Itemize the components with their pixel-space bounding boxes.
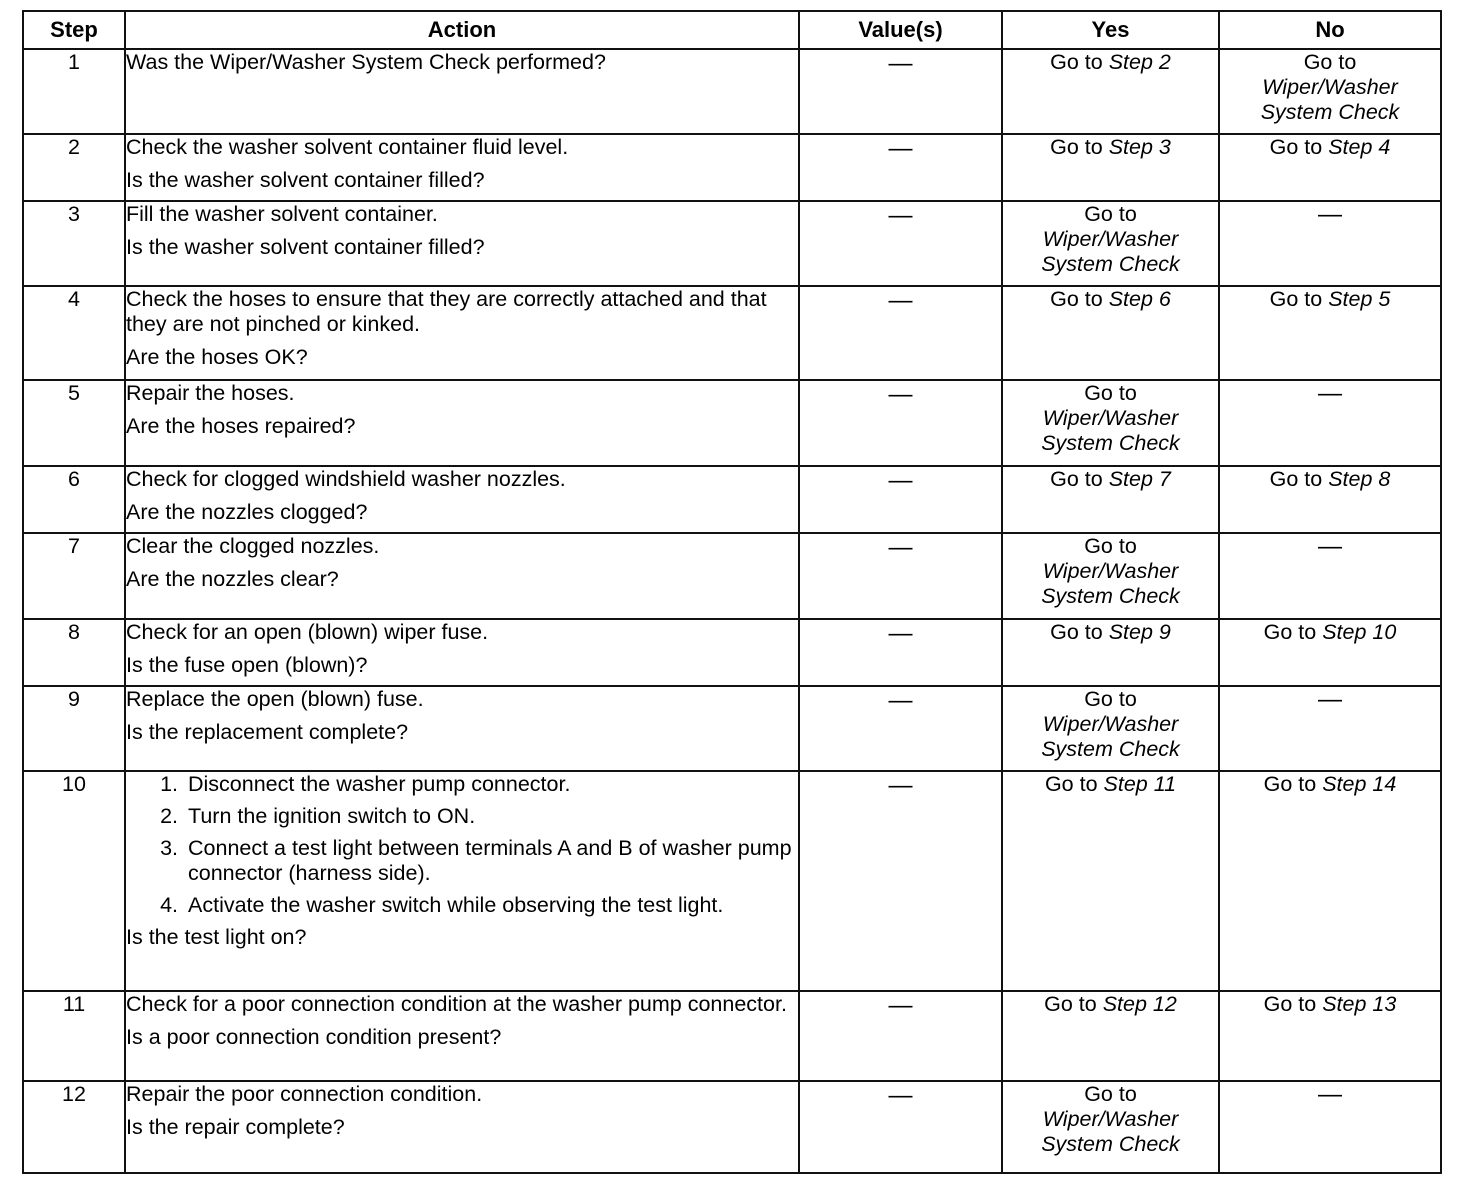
yes-cell-target-line2: System Check xyxy=(1041,251,1180,276)
action-cell xyxy=(125,134,799,201)
action-text: Replace the open (blown) fuse. xyxy=(126,686,424,711)
no-cell-target: Step 10 xyxy=(1322,619,1397,644)
no-cell-dash: — xyxy=(1318,200,1342,228)
action-question: Is the repair complete? xyxy=(126,1115,345,1140)
step-number: 6 xyxy=(23,466,125,533)
action-question: Are the hoses OK? xyxy=(126,345,308,370)
no-cell-prefix: Go to xyxy=(1263,619,1323,644)
action-text: Repair the hoses. xyxy=(126,381,295,406)
action-question: Are the nozzles clear? xyxy=(126,566,339,591)
no-cell-prefix: Go to xyxy=(1263,772,1323,797)
table-row xyxy=(23,1081,1441,1173)
value-cell: — xyxy=(799,466,1002,533)
yes-cell xyxy=(1002,686,1219,772)
yes-cell-prefix: Go to xyxy=(1044,772,1104,797)
yes-cell xyxy=(1002,533,1219,619)
no-cell xyxy=(1219,991,1441,1082)
action-text: Repair the poor connection condition. xyxy=(126,1082,483,1107)
procedure-step: 2. Turn the ignition switch to ON. xyxy=(184,804,798,829)
action-text: Is the test light on? xyxy=(126,925,307,950)
table-row xyxy=(23,991,1441,1082)
action-text: Check for an open (blown) wiper fuse. xyxy=(126,619,489,644)
yes-cell-target: Step 9 xyxy=(1108,619,1171,644)
action-cell xyxy=(125,686,799,772)
no-cell xyxy=(1219,466,1441,533)
value-cell: — xyxy=(799,201,1002,287)
step-number: 11 xyxy=(23,991,125,1082)
yes-cell xyxy=(1002,134,1219,201)
action-cell xyxy=(125,619,799,686)
action-cell xyxy=(125,991,799,1082)
table-row xyxy=(23,771,1441,990)
no-cell-target-line2: System Check xyxy=(1260,100,1400,124)
header-row xyxy=(23,11,1441,49)
yes-cell-target: Step 2 xyxy=(1108,50,1171,74)
no-cell xyxy=(1219,134,1441,201)
no-cell xyxy=(1219,201,1441,287)
action-text: Check for clogged windshield washer nozzles. xyxy=(126,466,566,491)
no-cell-prefix: Go to xyxy=(1263,991,1323,1016)
procedure-step: 1. Disconnect the washer pump connector. xyxy=(184,772,798,797)
value-cell: — xyxy=(799,991,1002,1082)
yes-cell-target-line2: System Check xyxy=(1041,1132,1180,1157)
value-cell: — xyxy=(799,619,1002,686)
action-cell xyxy=(125,1081,799,1173)
yes-cell-target-line1: Wiper/Washer xyxy=(1042,406,1179,431)
step-number: 9 xyxy=(23,686,125,772)
yes-cell-target: Step 7 xyxy=(1108,466,1171,491)
table-row xyxy=(23,49,1441,134)
yes-cell-prefix: Go to xyxy=(1084,201,1137,226)
step-number: 4 xyxy=(23,286,125,380)
table-body xyxy=(23,49,1441,1173)
no-cell-dash: — xyxy=(1318,532,1342,560)
yes-cell-target: Step 12 xyxy=(1102,991,1177,1016)
no-cell xyxy=(1219,533,1441,619)
yes-cell-target: Step 3 xyxy=(1108,134,1171,159)
action-cell xyxy=(125,201,799,287)
action-cell xyxy=(125,533,799,619)
yes-cell-prefix: Go to xyxy=(1050,50,1109,74)
no-cell-prefix: Go to xyxy=(1269,466,1329,491)
value-cell: — xyxy=(799,134,1002,201)
yes-cell-target-line2: System Check xyxy=(1041,583,1180,608)
action-cell xyxy=(125,771,799,990)
action-text: Check the hoses to ensure that they are correctly attached and that they are not pinched or kinked. xyxy=(126,287,767,337)
yes-cell-prefix: Go to xyxy=(1084,533,1137,558)
value-cell: — xyxy=(799,380,1002,466)
yes-cell xyxy=(1002,991,1219,1082)
action-question: Are the nozzles clogged? xyxy=(126,499,368,524)
no-cell xyxy=(1219,1081,1441,1173)
no-cell-dash: — xyxy=(1318,1081,1342,1109)
step-number: 3 xyxy=(23,201,125,287)
yes-cell-prefix: Go to xyxy=(1050,619,1109,644)
yes-cell xyxy=(1002,466,1219,533)
action-text: Check the washer solvent container fluid level. xyxy=(126,134,569,159)
yes-cell xyxy=(1002,771,1219,990)
action-text: Check for a poor connection condition at the washer pump connector. xyxy=(126,991,787,1016)
header-action: Action xyxy=(125,11,799,49)
no-cell xyxy=(1219,380,1441,466)
no-cell-prefix: Go to xyxy=(1303,50,1357,74)
action-cell xyxy=(125,286,799,380)
action-question: Is the washer solvent container filled? xyxy=(126,167,485,192)
no-cell-dash: — xyxy=(1318,380,1342,408)
no-cell-target: Step 8 xyxy=(1328,466,1391,491)
no-cell-prefix: Go to xyxy=(1269,134,1329,159)
yes-cell xyxy=(1002,286,1219,380)
action-cell xyxy=(125,49,799,134)
yes-cell xyxy=(1002,380,1219,466)
yes-cell-target-line1: Wiper/Washer xyxy=(1042,1107,1179,1132)
header-no: No xyxy=(1219,11,1441,49)
yes-cell-prefix: Go to xyxy=(1084,686,1137,711)
procedure-step: 3. Connect a test light between terminals A and B of washer pump connector (harness side). xyxy=(184,836,798,886)
diagnostic-table xyxy=(22,10,1442,1174)
header-step: Step xyxy=(23,11,125,49)
action-text: Clear the clogged nozzles. xyxy=(126,533,380,558)
action-question: Are the hoses repaired? xyxy=(126,414,356,439)
no-cell-target-line1: Wiper/Washer xyxy=(1262,75,1398,99)
action-cell xyxy=(125,466,799,533)
action-question: Is the fuse open (blown)? xyxy=(126,652,368,677)
yes-cell-prefix: Go to xyxy=(1044,991,1103,1016)
yes-cell xyxy=(1002,49,1219,134)
table-row xyxy=(23,686,1441,772)
value-cell: — xyxy=(799,1081,1002,1173)
yes-cell-target: Step 6 xyxy=(1108,287,1171,312)
step-number: 1 xyxy=(23,49,125,134)
yes-cell-target-line1: Wiper/Washer xyxy=(1042,226,1179,251)
no-cell-prefix: Go to xyxy=(1269,287,1329,312)
no-cell xyxy=(1219,771,1441,990)
table-row xyxy=(23,466,1441,533)
header-values: Value(s) xyxy=(799,11,1002,49)
no-cell-target: Step 14 xyxy=(1322,772,1397,797)
step-number: 10 xyxy=(23,771,125,990)
action-question: Is the washer solvent container filled? xyxy=(126,234,485,259)
value-cell: — xyxy=(799,533,1002,619)
no-cell xyxy=(1219,286,1441,380)
table-row xyxy=(23,533,1441,619)
yes-cell-target-line2: System Check xyxy=(1041,431,1180,456)
yes-cell-prefix: Go to xyxy=(1050,466,1109,491)
header-yes: Yes xyxy=(1002,11,1219,49)
no-cell-target: Step 13 xyxy=(1322,991,1397,1016)
yes-cell-target-line1: Wiper/Washer xyxy=(1042,711,1179,736)
action-question: Is a poor connection condition present? xyxy=(126,1024,502,1049)
procedure-step: 4. Activate the washer switch while observing the test light. xyxy=(184,893,798,918)
value-cell: — xyxy=(799,286,1002,380)
step-number: 2 xyxy=(23,134,125,201)
diagnostic-table-sheet xyxy=(22,10,1440,1174)
table-row xyxy=(23,380,1441,466)
step-number: 7 xyxy=(23,533,125,619)
table-row xyxy=(23,286,1441,380)
action-cell xyxy=(125,380,799,466)
yes-cell xyxy=(1002,619,1219,686)
yes-cell-prefix: Go to xyxy=(1084,1082,1137,1107)
action-question: Is the replacement complete? xyxy=(126,719,409,744)
step-number: 12 xyxy=(23,1081,125,1173)
yes-cell-prefix: Go to xyxy=(1050,134,1109,159)
value-cell: — xyxy=(799,686,1002,772)
no-cell xyxy=(1219,686,1441,772)
action-text: Was the Wiper/Washer System Check performed? xyxy=(126,50,606,74)
no-cell-target: Step 4 xyxy=(1328,134,1391,159)
table-row xyxy=(23,201,1441,287)
yes-cell-target: Step 11 xyxy=(1103,772,1177,797)
yes-cell-prefix: Go to xyxy=(1050,287,1109,312)
yes-cell-target-line2: System Check xyxy=(1041,736,1180,761)
value-cell: — xyxy=(799,771,1002,990)
yes-cell-prefix: Go to xyxy=(1084,381,1137,406)
step-number: 8 xyxy=(23,619,125,686)
table-row xyxy=(23,619,1441,686)
yes-cell xyxy=(1002,1081,1219,1173)
no-cell-target: Step 5 xyxy=(1328,287,1391,312)
yes-cell xyxy=(1002,201,1219,287)
no-cell xyxy=(1219,49,1441,134)
step-number: 5 xyxy=(23,380,125,466)
yes-cell-target-line1: Wiper/Washer xyxy=(1042,558,1179,583)
value-cell: — xyxy=(799,49,1002,134)
table-row xyxy=(23,134,1441,201)
no-cell xyxy=(1219,619,1441,686)
action-text: Fill the washer solvent container. xyxy=(126,201,438,226)
no-cell-dash: — xyxy=(1318,685,1342,713)
action-procedure-list xyxy=(126,772,798,918)
